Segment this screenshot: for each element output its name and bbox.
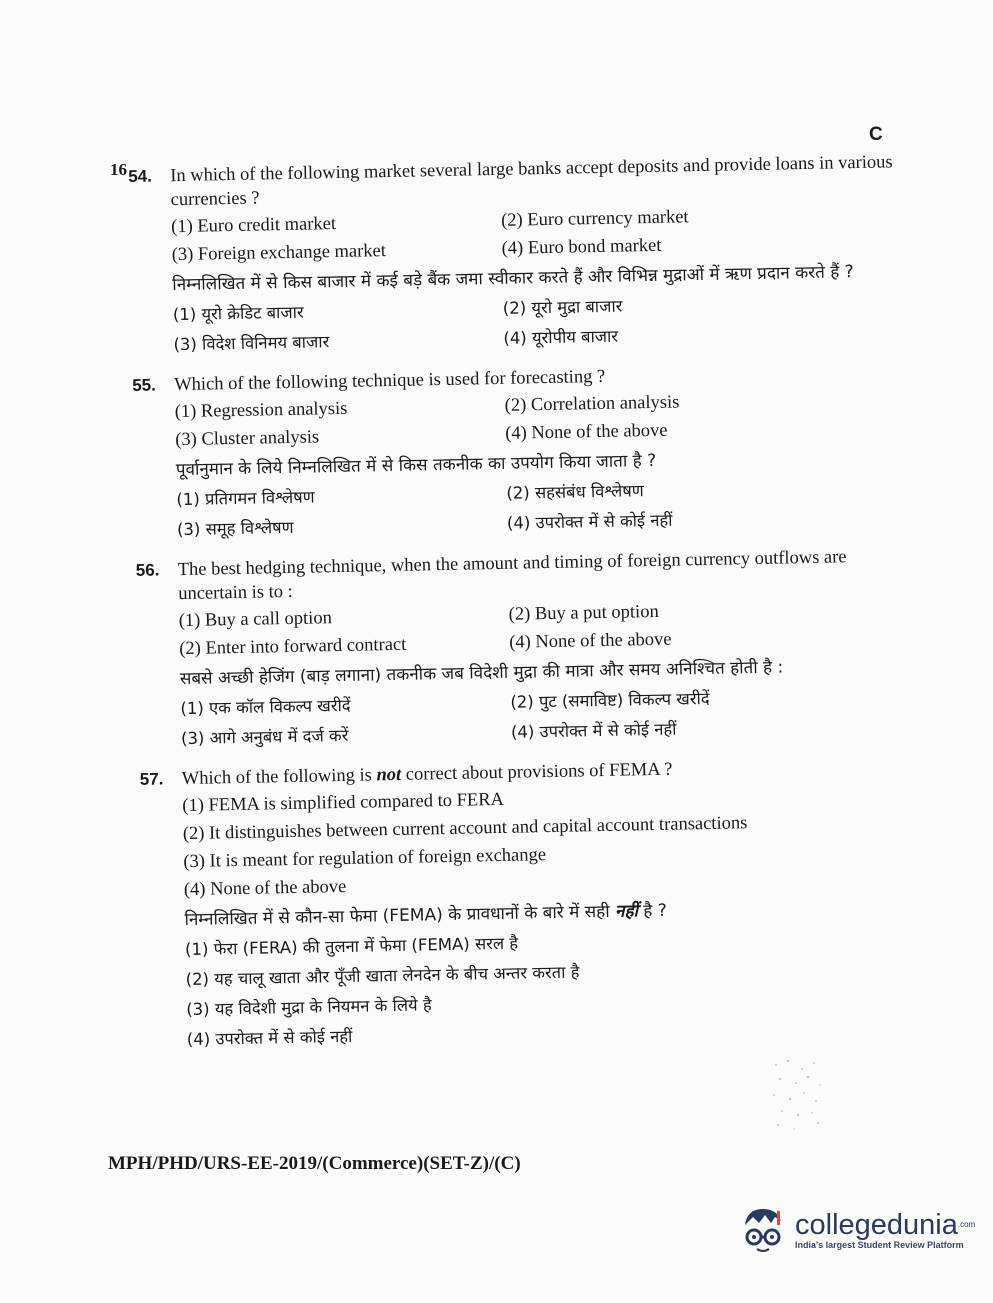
option-hi-3: (3) समूह विश्लेषण: [176, 517, 294, 540]
option-en-2: (2) Correlation analysis: [504, 392, 680, 416]
option-hi-2: (2) पुट (समाविष्ट) विकल्प खरीदें: [510, 688, 710, 712]
logo-suffix: .com: [957, 1220, 976, 1229]
option-hi-1: (1) यूरो क्रेडिट बाजार: [172, 302, 304, 325]
option-en-4: (4) Euro bond market: [501, 235, 662, 259]
option-hi-4: (4) उपरोक्त में से कोई नहीं: [186, 1026, 353, 1050]
question-57: [140, 753, 915, 1055]
option-hi-2: (2) यूरो मुद्रा बाजार: [502, 296, 623, 318]
option-hi-4: (4) उपरोक्त में से कोई नहीं: [510, 719, 677, 742]
question-text-hi-emphasis: नहीं: [614, 901, 639, 922]
question-number: 56.: [135, 560, 160, 580]
option-hi-4: (4) यूरोपीय बाजार: [503, 326, 619, 348]
option-en-2: (2) It distinguishes between current account and capital account transactions: [182, 813, 748, 845]
option-en-1: (1) FEMA is simplified compared to FERA: [182, 789, 505, 817]
footer-code: MPH/PHD/URS-EE-2019/(Commerce)(SET-Z)/(C): [108, 1153, 521, 1174]
option-hi-3: (3) यह विदेशी मुद्रा के नियमन के लिये है: [186, 995, 432, 1020]
question-number: 55.: [132, 375, 157, 395]
logo-tagline: India's largest Student Review Platform: [795, 1240, 964, 1250]
option-en-3: (3) Cluster analysis: [175, 427, 320, 451]
logo-name: collegedunia: [795, 1209, 958, 1241]
question-text-hi: सबसे अच्छी हेजिंग (बाड़ लगाना) तकनीक जब विदेशी मुद्रा की मात्रा और समय अनिश्चित होती है :: [179, 657, 784, 690]
option-en-3: (2) Enter into forward contract: [179, 634, 407, 660]
question-text-en-part2: correct about provisions of FEMA ?: [400, 759, 673, 785]
option-en-4: (4) None of the above: [509, 629, 672, 653]
option-en-1: (1) Buy a call option: [178, 608, 333, 632]
option-hi-3: (3) विदेश विनिमय बाजार: [173, 332, 330, 355]
mascot-icon: [737, 1203, 791, 1257]
set-code: C: [869, 124, 883, 145]
question-number: 57.: [139, 769, 164, 789]
question-text-hi: पूर्वानुमान के लिये निम्नलिखित में से किस तकनीक का उपयोग किया जाता है ?: [175, 450, 657, 481]
question-54: [128, 150, 902, 360]
question-text-hi-part2: है ?: [637, 900, 667, 922]
question-text-en: Which of the following technique is used for forecasting ?: [174, 366, 606, 396]
questions-container: [128, 150, 915, 1069]
option-en-4: (4) None of the above: [505, 420, 668, 444]
scan-noise: [768, 1055, 828, 1135]
option-en-3: (3) It is meant for regulation of foreign exchange: [183, 845, 547, 873]
option-en-1: (1) Euro credit market: [171, 214, 337, 238]
question-text-en: The best hedging technique, when the amount and timing of foreign currency outflows are uncertain is to :: [177, 547, 847, 605]
option-hi-2: (2) यह चालू खाता और पूँजी खाता लेनदेन के बीच अन्तर करता है: [185, 962, 580, 990]
question-text-en-emphasis: not: [376, 764, 402, 786]
option-en-2: (2) Buy a put option: [508, 601, 659, 625]
option-hi-3: (3) आगे अनुबंध में दर्ज करें: [180, 725, 349, 749]
question-56: [136, 544, 910, 754]
option-hi-1: (1) फेरा (FERA) की तुलना में फेमा (FEMA) सरल है: [184, 933, 519, 960]
option-hi-2: (2) सहसंबंध विश्लेषण: [506, 481, 644, 503]
option-hi-4: (4) उपरोक्त में से कोई नहीं: [506, 510, 673, 533]
option-en-2: (2) Euro currency market: [500, 207, 689, 231]
option-en-1: (1) Regression analysis: [174, 398, 348, 423]
page-number: 16: [110, 160, 127, 179]
question-text-hi: निम्नलिखित में से किस बाजार में कई बड़े बैंक जमा स्वीकार करते हैं और विभिन्न मुद्राओं में ऋण प्रदान करते हैं ?: [172, 262, 854, 296]
logo-wordmark: [795, 1210, 975, 1240]
question-55: [132, 359, 905, 545]
question-text-en: In which of the following market several large banks accept deposits and provide loans in various currencies ?: [170, 152, 893, 211]
question-text-hi-part1: निम्नलिखित में से कौन-सा फेमा (FEMA) के प्रावधानों के बारे में सही: [184, 901, 616, 931]
option-en-4: (4) None of the above: [183, 876, 347, 901]
option-hi-1: (1) एक कॉल विकल्प खरीदें: [180, 695, 351, 719]
option-hi-1: (1) प्रतिगमन विश्लेषण: [176, 487, 315, 510]
option-en-3: (3) Foreign exchange market: [171, 241, 387, 266]
question-number: 54.: [128, 166, 153, 186]
collegedunia-logo[interactable]: [737, 1200, 976, 1260]
question-text-en-part1: Which of the following is: [181, 765, 377, 790]
